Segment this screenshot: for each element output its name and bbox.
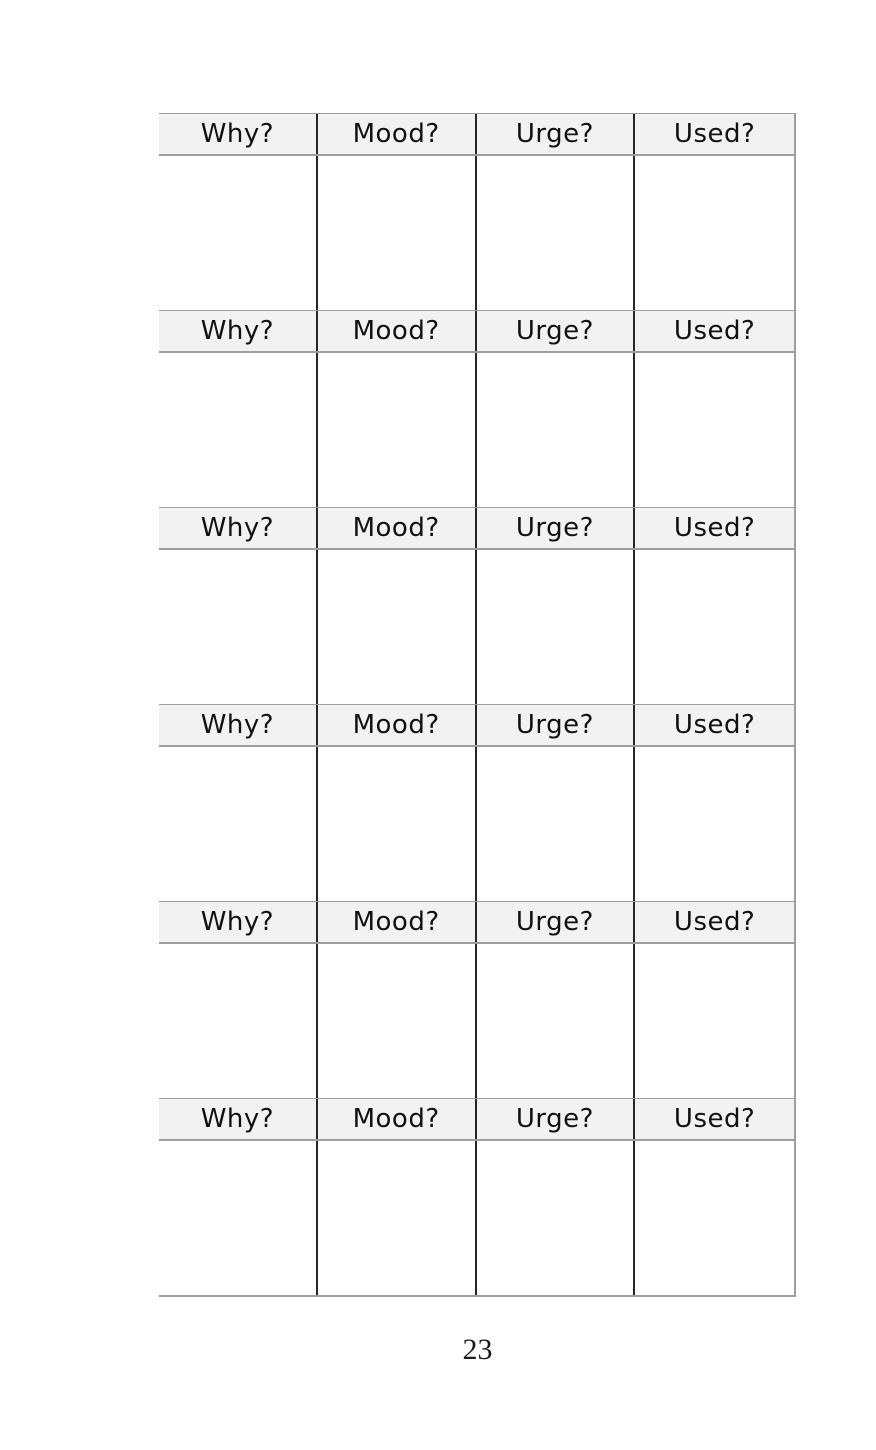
entry-row [159,747,794,901]
column-header-used: Used? [673,513,756,543]
column-header-urge: Urge? [477,114,636,154]
log-section [159,901,794,1098]
entry-cell-why [159,747,318,901]
entry-cell-urge [477,550,636,704]
column-header-why: Why? [159,1099,318,1139]
header-row [159,310,794,353]
entry-row [159,550,794,704]
column-header-why: Why? [159,114,318,154]
header-row [159,901,794,944]
entry-cell-why [159,550,318,704]
column-header-used: Used? [673,710,756,740]
log-section [159,1098,794,1295]
log-section [159,310,794,507]
column-header-mood: Mood? [318,902,477,942]
log-section [159,507,794,704]
column-header-why: Why? [159,705,318,745]
entry-cell-urge [477,944,636,1098]
entry-row [159,944,794,1098]
log-section [159,704,794,901]
entry-cell-mood [318,1141,477,1295]
column-header-used: Used? [673,907,756,937]
column-header-mood: Mood? [318,114,477,154]
entry-row [159,1141,794,1295]
entry-cell-used [635,156,794,310]
entry-cell-used [635,747,794,901]
tracking-table [159,113,796,1297]
log-section [159,113,794,310]
header-row [159,507,794,550]
entry-cell-urge [477,1141,636,1295]
entry-cell-mood [318,944,477,1098]
entry-cell-urge [477,747,636,901]
column-header-urge: Urge? [477,1099,636,1139]
column-header-mood: Mood? [318,311,477,351]
entry-cell-used [635,353,794,507]
entry-row [159,353,794,507]
entry-cell-used [635,944,794,1098]
entry-cell-mood [318,747,477,901]
entry-cell-mood [318,156,477,310]
column-header-used: Used? [673,1104,756,1134]
header-row [159,1098,794,1141]
entry-cell-urge [477,353,636,507]
entry-cell-why [159,156,318,310]
entry-row [159,156,794,310]
column-header-used: Used? [673,119,756,149]
column-header-why: Why? [159,311,318,351]
column-header-urge: Urge? [477,902,636,942]
entry-cell-why [159,353,318,507]
entry-cell-mood [318,353,477,507]
column-header-used: Used? [673,316,756,346]
column-header-why: Why? [159,902,318,942]
entry-cell-used [635,1141,794,1295]
column-header-mood: Mood? [318,705,477,745]
column-header-urge: Urge? [477,311,636,351]
column-header-urge: Urge? [477,705,636,745]
column-header-mood: Mood? [318,1099,477,1139]
column-header-why: Why? [159,508,318,548]
entry-cell-mood [318,550,477,704]
column-header-urge: Urge? [477,508,636,548]
entry-cell-used [635,550,794,704]
page-number: 23 [462,1333,493,1366]
entry-cell-why [159,944,318,1098]
header-row [159,704,794,747]
entry-cell-why [159,1141,318,1295]
column-header-mood: Mood? [318,508,477,548]
header-row [159,113,794,156]
entry-cell-urge [477,156,636,310]
